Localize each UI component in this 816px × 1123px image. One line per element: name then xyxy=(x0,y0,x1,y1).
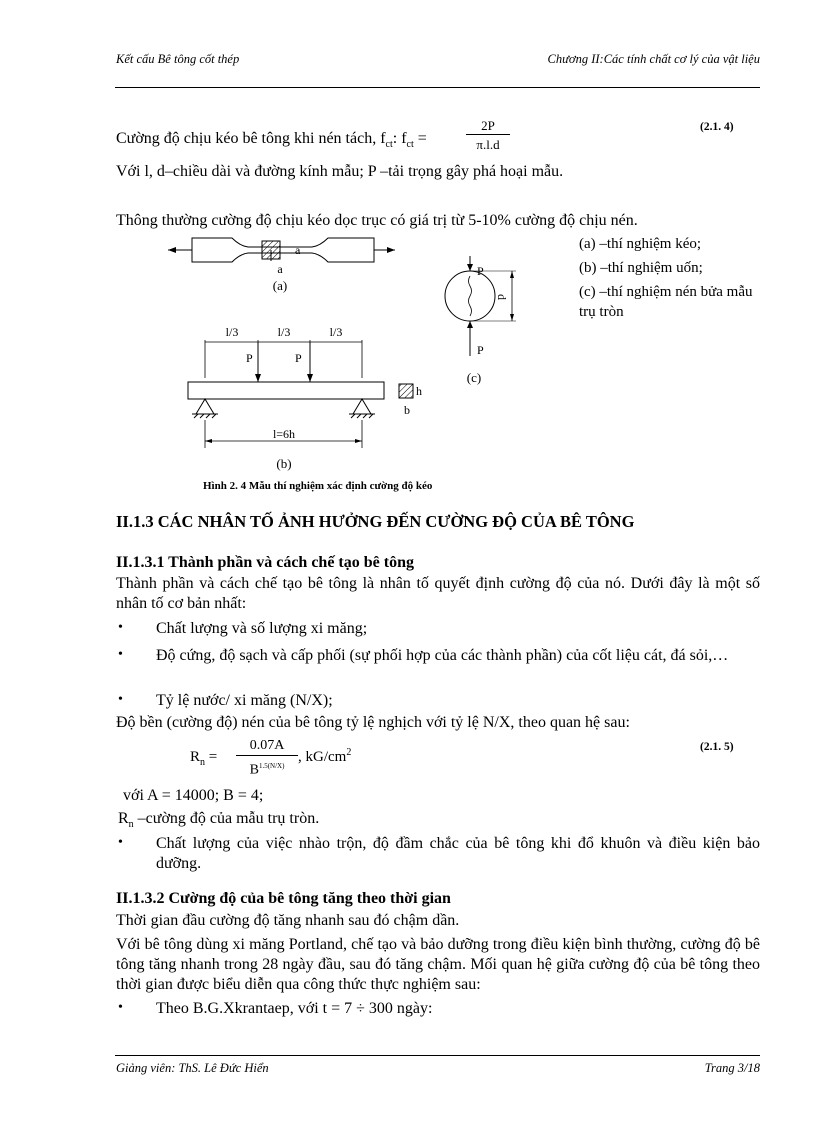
header-rule xyxy=(115,87,760,88)
para-common: Thông thường cường độ chịu kéo dọc trục có giá trị từ 5-10% cường độ chịu nén. xyxy=(116,212,638,229)
footer-left: Giảng viên: ThS. Lê Đức Hiển xyxy=(116,1061,269,1075)
eq214-numerator: 2P xyxy=(466,118,510,135)
fig-b-caption: (b) xyxy=(276,456,292,471)
eq215-constants: với A = 14000; B = 4; xyxy=(123,787,264,804)
eq215-number: (2.1. 5) xyxy=(700,741,734,753)
fig-b-span: l=6h xyxy=(272,427,296,441)
legend-c: (c) –thí nghiệm nén bửa mẫu trụ tròn xyxy=(579,284,753,320)
fig-b-third-1: l/3 xyxy=(225,325,239,339)
bullet-dot: • xyxy=(118,647,123,662)
legend-b: (b) –thí nghiệm uốn; xyxy=(579,260,703,276)
section-heading: II.1.3 CÁC NHÂN TỐ ẢNH HƯỞNG ĐẾN CƯỜNG ĐỘ CỦA BÊ TÔNG xyxy=(116,512,635,531)
header-left: Kết cấu Bê tông cốt thép xyxy=(116,52,240,66)
eq215-denominator: $B^{1.5(N/X)}$ xyxy=(249,762,285,778)
footer-right: Trang 3/18 xyxy=(704,1061,760,1075)
fig-c-load-top: P xyxy=(477,264,484,278)
legend-a: (a) –thí nghiệm kéo; xyxy=(579,236,702,252)
fig-b-b: b xyxy=(404,403,410,417)
para-variables: Với l, d–chiều dài và đường kính mẫu; P –tải trọng gây phá hoại mẫu. xyxy=(116,163,564,180)
para-rn: Độ bền (cường độ) nén của bê tông tỷ lệ nghịch với tỷ lệ N/X, theo quan hệ sau: xyxy=(116,714,630,731)
fig-b-h: h xyxy=(416,384,422,398)
eq214-text: Cường độ chịu kéo bê tông khi nén tách, $f_{ct}$: $f_{ct}$ = xyxy=(116,130,427,151)
fig-c-load-bottom: P xyxy=(477,343,484,357)
subsection-2-title: II.1.3.2 Cường độ của bê tông tăng theo thời gian xyxy=(116,890,451,907)
figure-caption: Hình 2. 4 Mẫu thí nghiệm xác định cường độ kéo xyxy=(203,480,433,492)
bullet-dot: • xyxy=(118,1000,123,1015)
bullet-dot: • xyxy=(118,692,123,707)
eq214-number: (2.1. 4) xyxy=(700,121,734,133)
fig-b-third-2: l/3 xyxy=(277,325,291,339)
eq214-denominator: π.l.d xyxy=(476,137,500,152)
bullet-5: Theo B.G.Xkrantaep, với t = 7 ÷ 300 ngày: xyxy=(156,1000,433,1017)
eq215-numerator: 0.07A xyxy=(236,737,298,756)
bullet-dot: • xyxy=(118,835,123,850)
bullet-3: Tỷ lệ nước/ xi măng (N/X); xyxy=(156,692,333,709)
rn-definition: $R_n$ –cường độ của mẫu trụ tròn. xyxy=(118,810,320,831)
footer-rule xyxy=(115,1055,760,1056)
fig-b-load-2: P xyxy=(295,351,302,365)
subsection-2-para-2: Với bê tông dùng xi măng Portland, chế tạo và bảo dưỡng trong điều kiện bình thường, cường độ bê tông tăng nhanh trong 28 ngày đầu, sau đó tăng chậm. Mối quan hệ giữa cường độ của bê tông theo thời gian được biểu diễn qua công thức thực nghiệm sau: xyxy=(116,936,760,993)
eq215-lhs: $R_n$ = xyxy=(190,749,218,768)
bullet-dot: • xyxy=(118,620,123,635)
fig-c-caption: (c) xyxy=(466,370,482,385)
fig-a-sub: a xyxy=(277,262,283,276)
tension-specimen xyxy=(168,238,395,262)
fig-c-d: d xyxy=(495,294,509,300)
eq215-unit: , $kG/cm^2$ xyxy=(298,747,352,765)
subsection-1-intro: Thành phần và cách chế tạo bê tông là nhân tố quyết định cường độ của nó. Dưới đây là một số nhân tố cơ bản nhất: xyxy=(116,575,760,612)
bullet-1: Chất lượng và số lượng xi măng; xyxy=(156,620,368,637)
bullet-4: Chất lượng của việc nhào trộn, độ đầm chắc của bê tông khi đổ khuôn và điều kiện bảo dưỡng. xyxy=(156,835,760,872)
test-specimens-figure xyxy=(150,228,570,488)
fig-a-caption: (a) xyxy=(272,278,288,293)
fig-b-third-3: l/3 xyxy=(329,325,343,339)
fig-b-load-1: P xyxy=(246,351,253,365)
subsection-2-para-1: Thời gian đầu cường độ tăng nhanh sau đó chậm dần. xyxy=(116,912,460,929)
fig-a-label: a xyxy=(295,243,301,257)
subsection-1-title: II.1.3.1 Thành phần và cách chế tạo bê tông xyxy=(116,554,414,571)
header-right: Chương II:Các tính chất cơ lý của vật liệu xyxy=(547,52,760,66)
bullet-2: Độ cứng, độ sạch và cấp phối (sự phối hợp của các thành phần) của cốt liệu cát, đá sỏi,… xyxy=(156,647,729,664)
